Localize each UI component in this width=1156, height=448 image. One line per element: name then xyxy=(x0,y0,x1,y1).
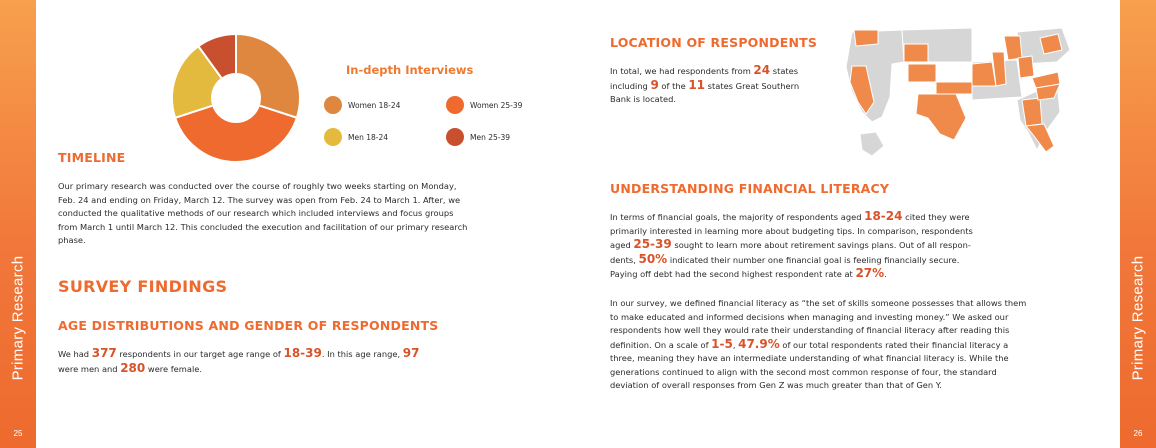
legend-swatch xyxy=(446,128,464,146)
map-state-michigan xyxy=(1004,36,1022,60)
age-group-older: 25-39 xyxy=(633,237,672,251)
map-state-ohio xyxy=(1018,56,1034,78)
survey-findings-heading: SURVEY FINDINGS xyxy=(58,277,228,296)
map-alaska-region xyxy=(860,132,884,156)
right-section-label: Primary Research xyxy=(1129,255,1147,381)
left-section-label: Primary Research xyxy=(9,255,27,381)
legend-label: Men 25-39 xyxy=(470,132,511,142)
legend-item xyxy=(324,96,400,114)
age-distribution-heading: AGE DISTRIBUTIONS AND GENDER OF RESPONDENTS xyxy=(58,318,439,333)
financial-literacy-paragraph: In our survey, we defined financial literacy as “the set of skills someone possesses that allows them to make educated and informed decisions when managing and investing money.” We asked our respondents how well they would rate their understanding of financial literacy after reading this definition. On a scale of 1-5, 47.9% of our total respondents rated their financial literacy a three, meaning they have an intermediate understanding of what financial literacy is. While the generations continued to align with the second most common response of four, the standard deviation of overall responses from Gen Z was much greater than that of Gen Y. xyxy=(610,298,1027,390)
age-group-young: 18-24 xyxy=(864,209,903,223)
bank-total-states: 11 xyxy=(688,77,706,92)
map-state-texas xyxy=(916,94,966,140)
bank-state-count: 9 xyxy=(650,77,659,92)
age-distribution-body: We had 377 respondents in our target age range of 18-39. In this age range, 97 were men and 280 were female. xyxy=(58,346,420,375)
map-state-georgia xyxy=(1022,98,1042,126)
map-state-colorado xyxy=(908,64,936,82)
women-count: 280 xyxy=(120,360,146,375)
us-respondent-map xyxy=(832,22,1092,162)
map-state-new-york xyxy=(1040,34,1062,54)
map-state-washington xyxy=(854,30,878,46)
timeline-heading: TIMELINE xyxy=(58,150,126,165)
legend-swatch xyxy=(446,96,464,114)
debt-percent: 27% xyxy=(855,266,885,280)
chart-title: In-depth Interviews xyxy=(346,63,474,77)
location-heading: LOCATION OF RESPONDENTS xyxy=(610,35,818,50)
map-state-wyoming xyxy=(904,44,928,62)
map-state-oklahoma xyxy=(936,82,972,94)
left-page-number: 25 xyxy=(13,429,23,438)
interviews-donut-chart xyxy=(170,32,302,164)
legend-label: Men 18-24 xyxy=(348,132,389,142)
respondent-count: 377 xyxy=(91,346,117,360)
financial-literacy-heading: UNDERSTANDING FINANCIAL LITERACY xyxy=(610,181,890,196)
legend-item xyxy=(446,96,522,114)
age-range: 18-39 xyxy=(283,346,322,360)
legend-item xyxy=(324,128,388,146)
timeline-body: Our primary research was conducted over the course of roughly two weeks starting on Monday, Feb. 24 and ending on Friday, March 12. The survey was open from Feb. 24 to March 1. After, we conducted the qualitative methods of our research which included interviews and focus groups from March 1 until March 12. This concluded the execution and facilitation of our primary research phase. xyxy=(58,181,468,245)
legend-label: Women 18-24 xyxy=(348,100,401,110)
legend-item xyxy=(446,128,510,146)
scale-range: 1-5 xyxy=(711,336,733,351)
men-count: 97 xyxy=(402,346,420,360)
donut-slice-women-18-24 xyxy=(236,34,300,118)
map-state-florida xyxy=(1026,124,1054,152)
financial-goals-paragraph: In terms of financial goals, the majority of respondents aged 18-24 cited they were primarily interested in learning more about budgeting tips. In comparison, respondents aged 25-39 sought to learn more about retirement savings plans. Out of all respon- dents, 50% indicated their number one financial goal is feeling financially secure. Paying off debt had the second highest respondent rate at 27%. xyxy=(610,209,973,280)
legend-swatch xyxy=(324,128,342,146)
right-page-number: 26 xyxy=(1133,429,1143,438)
donut-slice-women-25-39 xyxy=(175,105,297,162)
location-body: In total, we had respondents from 24 states including 9 of the 11 states Great Southern Bank is located. xyxy=(610,63,800,104)
state-count: 24 xyxy=(753,63,771,77)
secure-percent: 50% xyxy=(638,251,668,266)
legend-swatch xyxy=(324,96,342,114)
left-side-tab xyxy=(0,0,36,448)
rated-three-percent: 47.9% xyxy=(738,336,780,351)
right-side-tab xyxy=(1120,0,1156,448)
legend-label: Women 25-39 xyxy=(470,100,523,110)
map-state-missouri xyxy=(972,62,996,86)
